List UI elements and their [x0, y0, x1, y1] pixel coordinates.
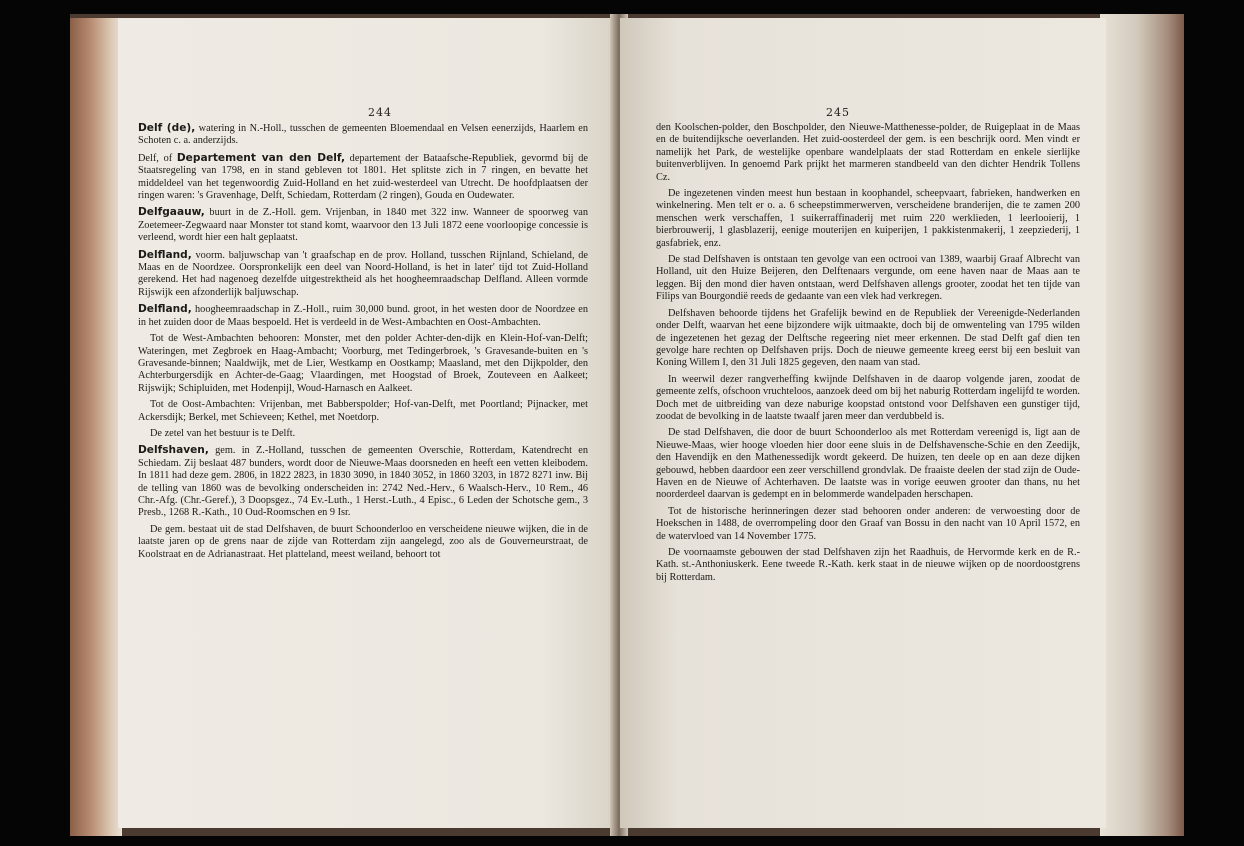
- paragraph-text: Tot de historische herinneringen dezer stad behooren onder anderen: de verwoesting door de Hoekschen in 1488, de overrompeling door den Graaf van Bossu in den nacht van 10 April 1572, en de watervloed van 14 November 1775.: [656, 505, 1080, 542]
- entry-headword: Delf (de),: [138, 122, 196, 134]
- right-page-text: [656, 122, 1080, 584]
- right-page: [620, 18, 1106, 828]
- paragraph-text: Delfshaven behoorde tijdens het Grafelijk bewind en de Republiek der Vereenigde-Nederlanden onder Delft, waarvan het eene bijzondere wijk uitmaakte, doch bij de omwenteling van 1795 wilden de ingezetenen het gezag der Delftsche regeering niet meer erkennen. De stad Delft gaf dien ten gevolge hare rechten op Delfshaven prijs. Doch de nieuwe gemeente kreeg eerst bij een besluit van Koning Willem I, den 31 Juli 1825 gegeven, den naam van stad.: [656, 307, 1080, 369]
- paragraph-text: De stad Delfshaven is ontstaan ten gevolge van een octrooi van 1389, waarbij Graaf Albrecht van Holland, uit den Huize Beijeren, den Delftenaars vergunde, om eene haven naar de Maas aan te leggen. Bij den mond dier haven ontstaan, werd Delfshaven allengs grooter, zoodat het ten tijde van Filips van Bourgondië reeds de gedaante van een vlek had verkregen.: [656, 254, 1080, 303]
- paragraph-text: voorm. baljuwschap van 't graafschap en de prov. Holland, tusschen Rijnland, Schieland, de Maas en de Noordzee. Oorspronkelijk een deel van Noord-Holland, is het in later' tijd tot Zuid-Holland gerekend. Het had nagenoeg dezelfde uitgestrektheid als het hoogheemraadschap Delfland. Alleen vormde Rijswijk een afzonderlijk baljuwschap.: [138, 249, 588, 298]
- paragraph: [138, 249, 588, 300]
- paragraph-text: De voornaamste gebouwen der stad Delfshaven zijn het Raadhuis, de Hervormde kerk en de R.-Kath. st.-Anthoniuskerk. Eene tweede R.-Kath. kerk staat in de nieuwe wijken op de noordoostgrens bij Rotterdam.: [656, 547, 1080, 583]
- paragraph: [656, 308, 1080, 370]
- left-page-text: [138, 122, 588, 561]
- paragraph: [656, 254, 1080, 304]
- paragraph-text: hoogheemraadschap in Z.-Holl., ruim 30,000 bund. groot, in het westen door de Noordzee en in het zuiden door de Maas bespoeld. Het is verdeeld in de West-Ambachten en Oost-Ambachten.: [138, 304, 588, 328]
- paragraph: [656, 374, 1080, 424]
- paragraph-text: gem. in Z.-Holland, tusschen de gemeenten Overschie, Rotterdam, Katendrecht en Schiedam. Zij beslaat 487 bunders, wordt door de Nieuwe-Maas doorsneden en heeft een vetten kleibodem. In 1811 had deze gem. 2806, in 1822 2823, in 1830 3090, in 1840 3052, in 1860 3203, in 1872 8271 inw. Bij de telling van 1860 was de bevolking onderscheiden in: 2742 Ned.-Herv., 6 Waalsch-Herv., 10 Rem., 46 Chr.-Afg. (Chr.-Geref.), 3 Doopsgez., 74 Ev.-Luth., 1 Herst.-Luth., 4 Episc., 6 Leden der Schotsche gem., 3 Presb., 1268 R.-Kath., 10 Oud-Roomschen en 9 Isr.: [138, 445, 588, 519]
- page-number: 244: [368, 106, 392, 119]
- left-page-edge: [70, 18, 122, 836]
- paragraph-text: De ingezetenen vinden meest hun bestaan in koophandel, scheepvaart, fabrieken, handwerken en winkelnering. Men telt er o. a. 6 scheepstimmerwerven, verscheidene branderijen, die te zamen 200 menschen werk verschaffen, 1 suikerraffinaderij met ruim 220 werklieden, 1 leerlooierij, 1 bierbrouwerij, 1 glasblazerij, eenige mouterijen en kuiperijen, 1 pakkistenmakerij, 1 zeepziederij, 1 gasfabriek, enz.: [656, 188, 1080, 249]
- paragraph-text: watering in N.-Holl., tusschen de gemeenten Bloemendaal en Velsen eenerzijds, Haarlem en Schoten c. a. anderzijds.: [138, 123, 588, 147]
- paragraph: [138, 303, 588, 329]
- left-page: [118, 18, 616, 828]
- paragraph-text: Tot de Oost-Ambachten: Vrijenban, met Babberspolder; Hof-van-Delft, met Poortland; Pijnacker, met Ackersdijk; Berkel, met Schieveen; Kethel, met Noetdorp.: [138, 399, 588, 423]
- paragraph: [138, 122, 588, 148]
- entry-headword: Delfland,: [138, 248, 192, 261]
- right-page-edge: [1100, 14, 1184, 836]
- entry-headword: Delfshaven,: [138, 444, 209, 457]
- paragraph-text: De gem. bestaat uit de stad Delfshaven, de buurt Schoonderloo en verscheidene nieuwe wijken, die in de laatste jaren op de grens naar de zijde van Rotterdam zijn aangelegd, zoo als de Gouverneurstraat, de Koolstraat en de Adrianastraat. Het platteland, meest weiland, behoort tot: [138, 523, 588, 560]
- paragraph-text: In weerwil dezer rangverheffing kwijnde Delfshaven in de daarop volgende jaren, zoodat de gemeente zelfs, ofschoon vruchteloos, aanzoek deed om bij het naburig Rotterdam ingelijfd te worden. Doch met de uitbreiding van deze naburige koopstad ontstond voor Delfshaven een gunstiger tijd, zoodat de bevolking in de laatste twaalf jaren meer dan verdubbeld is.: [656, 373, 1080, 422]
- paragraph: [138, 399, 588, 424]
- paragraph-text: departement der Bataafsche-Republiek, gevormd bij de Staatsregeling van 1798, en in stand gebleven tot 1801. Het splitste zich in 7 ringen, en bevatte het middeldeel van het tegenwoordig Zuid-Holland en het zuid-westerdeel van Utrecht. De hoofdplaatsen der ringen waren: 's Gravenhage, Delft, Schiedam, Rotterdam (2 ringen), Gouda en Oudewater.: [138, 152, 588, 202]
- paragraph: [138, 524, 588, 561]
- paragraph-text: Tot de West-Ambachten behooren: Monster, met den polder Achter-den-dijk en Klein-Hof-van-Delft; Wateringen, met Zegbroek en Haag-Ambacht; Voorburg, met Tedingerbroek, 's Gravesande-buiten en 's Gravesande-binnen; Naaldwijk, met de Lier, Westkamp en Oostkamp; Maasland, met den Dijkpolder, den Achterburgersdijk en Achter-de-Gaag; Vlaardingen, met Hoogstad of Broek, Zouteveen en Aalkeet; Rijswijk; Schipluiden, met Hodenpijl, Woud-Harnasch en Aalkeet.: [138, 333, 588, 394]
- paragraph: [138, 444, 588, 519]
- paragraph-text: buurt in de Z.-Holl. gem. Vrijenban, in 1840 met 322 inw. Wanneer de spoorweg van Zoetemeer-Zegwaard naar Monster tot stand komt, waarvoor den 13 Juli 1872 eene voorloopige concessie is verleend, wordt hier een halt geplaatst.: [138, 207, 588, 244]
- paragraph-text: den Koolschen-polder, den Boschpolder, den Nieuwe-Matthenesse-polder, de Ruigeplaat in de Maas en de buitendijksche oeverlanden. Het zuid-oosterdeel der gem. is een beschrijk oord. Men vindt er namelijk het Park, de westelijke openbare wandelplaats der stad Rotterdam en enkele sierlijke buitenverblijven. In genoemd Park prijkt het marmeren standbeeld van den dichter Hendrik Tollens Cz.: [656, 122, 1080, 183]
- paragraph: [138, 428, 588, 440]
- entry-headword: Departement van den Delf,: [176, 151, 345, 164]
- entry-prefix: Delf, of: [138, 152, 177, 164]
- paragraph: [656, 427, 1080, 501]
- paragraph: [656, 506, 1080, 543]
- paragraph-text: De zetel van het bestuur is te Delft.: [150, 427, 296, 439]
- paragraph-text: De stad Delfshaven, die door de buurt Schoonderloo als met Rotterdam vereenigd is, ligt aan de Nieuwe-Maas, wier hooge vloeden hier door eene sluis in de Delfshavensche-Schie en den Zeedijk, den Havendijk en den Mathenessedijk wordt gekeerd. De huizen, ten deele op en aan deze dijken gebouwd, hebben daardoor een zeer verschillend grondvlak. De fraaiste deelen der stad zijn de Oude-Haven en de Nieuwe of Achterhaven. De laatste was in vorige eeuwen grooter dan thans, nu het noorderdeel daarvan is gedempt en in belommerde wandelpaden herschapen.: [656, 427, 1080, 501]
- paragraph: [656, 188, 1080, 250]
- entry-headword: Delfgaauw,: [138, 206, 205, 219]
- page-number: 245: [826, 106, 850, 119]
- entry-headword: Delfland,: [138, 303, 192, 316]
- paragraph: [656, 122, 1080, 184]
- paragraph: [656, 547, 1080, 584]
- paragraph: [138, 333, 588, 395]
- paragraph: [138, 152, 588, 203]
- paragraph: [138, 206, 588, 244]
